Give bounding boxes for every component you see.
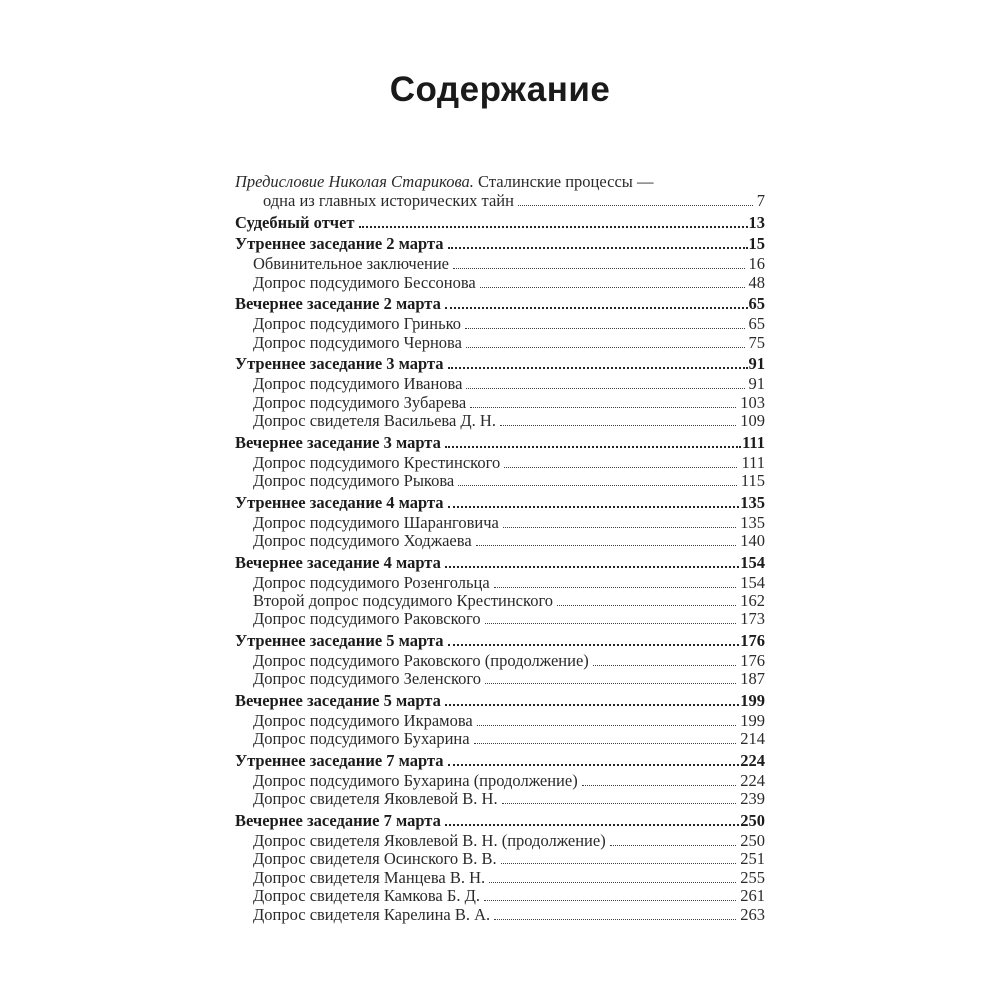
toc-entry [235, 906, 765, 924]
dot-leader [557, 605, 736, 606]
toc-entry [235, 790, 765, 808]
dot-leader [474, 743, 737, 744]
toc-entry-label: Вечернее заседание 2 марта [235, 294, 441, 314]
toc-entry [235, 670, 765, 688]
toc-entry [235, 752, 765, 770]
dot-leader [465, 328, 744, 329]
dot-leader [503, 527, 736, 528]
toc-entry [235, 730, 765, 748]
toc-entry [235, 472, 765, 490]
page-number: 7 [756, 191, 765, 210]
dot-leader [466, 388, 744, 389]
dot-leader [501, 863, 737, 864]
dot-leader [466, 347, 745, 348]
dot-leader [470, 407, 736, 408]
toc-entry [235, 832, 765, 850]
dot-leader [494, 919, 736, 920]
dot-leader [504, 467, 737, 468]
page-number: 16 [748, 254, 765, 274]
dot-leader [485, 683, 736, 684]
toc-entry [235, 412, 765, 430]
toc-entry-preface-line2 [235, 192, 765, 210]
toc-entry [235, 375, 765, 393]
toc-entry [235, 532, 765, 550]
toc-entry-label: Допрос свидетеля Яковлевой В. Н. (продолжение) [253, 831, 606, 850]
page-title: Содержание [389, 70, 611, 109]
toc-entry [235, 692, 765, 710]
page-number: 251 [740, 849, 765, 869]
dot-leader [502, 803, 737, 804]
toc-entry [235, 772, 765, 790]
page-number: 15 [748, 234, 765, 254]
toc-entry [235, 255, 765, 273]
toc-entry [235, 494, 765, 512]
page-number: 111 [742, 432, 765, 452]
dot-leader [500, 425, 736, 426]
toc-entry-label: Вечернее заседание 5 марта [235, 691, 441, 710]
dot-leader [476, 545, 737, 546]
toc-entry-label: Допрос свидетеля Карелина В. А. [253, 904, 491, 924]
toc-entry [235, 554, 765, 572]
toc-entry [235, 610, 765, 628]
toc-entry [235, 592, 765, 610]
page-number: 75 [748, 332, 765, 352]
toc-entry-label: Вечернее заседание 3 марта [235, 432, 441, 452]
dot-leader [485, 623, 737, 624]
toc-entry-label: Судебный отчет [235, 212, 355, 232]
page-number: 65 [748, 314, 765, 334]
toc-entry-label: Допрос подсудимого Шаранговича [253, 512, 499, 532]
toc-entry-label: Допрос подсудимого Крестинского [253, 452, 501, 472]
toc-entry-label: Допрос подсудимого Иванова [253, 374, 463, 394]
toc-entry-label: Допрос подсудимого Ходжаева [253, 531, 472, 550]
dot-leader [484, 900, 736, 901]
page-number: 263 [740, 904, 765, 924]
toc-entry-label: Утреннее заседание 2 марта [235, 234, 444, 254]
toc-entry-label: Допрос свидетеля Яковлевой В. Н. [253, 789, 498, 809]
dot-leader [445, 824, 739, 826]
toc-entry [235, 214, 765, 232]
toc-entry-label: Допрос подсудимого Раковского [253, 609, 481, 629]
page-number: 176 [740, 631, 765, 650]
toc-entry [235, 334, 765, 352]
toc-entry-label: Утреннее заседание 7 марта [235, 751, 444, 770]
toc-list [235, 173, 765, 924]
page-number: 109 [740, 411, 765, 430]
preface-regular-text: Сталинские процессы — [473, 172, 654, 191]
toc-entry-label: Утреннее заседание 4 марта [235, 492, 444, 512]
dot-leader [445, 446, 741, 448]
page-number: 162 [740, 591, 765, 610]
page-number: 115 [740, 471, 765, 490]
toc-entry-preface [235, 173, 765, 191]
toc-entry-label: Второй допрос подсудимого Крестинского [253, 591, 554, 610]
dot-leader [494, 587, 737, 588]
page-number: 255 [740, 867, 765, 887]
toc-entry-label: Допрос подсудимого Бессонова [253, 272, 476, 292]
page-number: 91 [748, 374, 765, 394]
page-number: 187 [740, 669, 765, 689]
toc-entry [235, 235, 765, 253]
page-number: 103 [740, 392, 765, 412]
toc-entry [235, 394, 765, 412]
toc-entry-label: Допрос подсудимого Чернова [253, 332, 462, 352]
toc-entry-label: Допрос подсудимого Розенгольца [253, 572, 490, 592]
dot-leader [448, 506, 740, 508]
toc-entry-label: Утреннее заседание 5 марта [235, 631, 444, 650]
toc-entry [235, 850, 765, 868]
dot-leader [445, 566, 739, 568]
dot-leader [477, 725, 736, 726]
toc-entry [235, 887, 765, 905]
dot-leader [448, 764, 740, 766]
toc-entry-label: Обвинительное заключение [253, 254, 450, 274]
toc-entry [235, 514, 765, 532]
page-number: 261 [740, 886, 765, 906]
toc-entry-label: Допрос подсудимого Рыкова [253, 471, 455, 490]
dot-leader [448, 644, 740, 646]
dot-leader [610, 845, 737, 846]
page-number: 239 [740, 789, 765, 809]
dot-leader [448, 367, 748, 369]
preface-italic-text: Предисловие Николая Старикова. [235, 172, 474, 191]
page-number: 135 [740, 492, 765, 512]
dot-leader [582, 785, 737, 786]
page-number: 48 [748, 272, 765, 292]
toc-entry-label: Вечернее заседание 4 марта [235, 552, 441, 572]
dot-leader [489, 882, 736, 883]
page-number: 176 [740, 651, 765, 670]
toc-entry-label: Допрос подсудимого Бухарина (продолжение) [253, 771, 578, 790]
toc-entry [235, 652, 765, 670]
toc-entry [235, 315, 765, 333]
page-number: 250 [740, 811, 765, 830]
dot-leader [359, 226, 748, 228]
dot-leader [453, 268, 744, 269]
toc-entry [235, 712, 765, 730]
toc-entry-label: Допрос свидетеля Камкова Б. Д. [253, 886, 480, 906]
page-number: 140 [740, 531, 765, 550]
toc-entry [235, 434, 765, 452]
page-number: 224 [740, 751, 765, 770]
page-number: 154 [740, 552, 765, 572]
page-number: 199 [740, 711, 765, 730]
page-number: 13 [748, 212, 765, 232]
toc-entry-label: Допрос подсудимого Зубарева [253, 392, 467, 412]
page-number: 250 [740, 831, 765, 850]
toc-entry-label: Допрос подсудимого Бухарина [253, 729, 470, 749]
toc-entry-label: Допрос свидетеля Васильева Д. Н. [253, 411, 496, 430]
page-number: 135 [740, 512, 765, 532]
toc-entry [235, 295, 765, 313]
page-number: 91 [748, 354, 765, 374]
page-number: 111 [741, 452, 765, 472]
toc-entry [235, 632, 765, 650]
page-number: 154 [740, 572, 765, 592]
page-number: 199 [740, 691, 765, 710]
toc-entry [235, 574, 765, 592]
toc-entry-label: Утреннее заседание 3 марта [235, 354, 444, 374]
dot-leader [445, 307, 748, 309]
toc-entry-label: Допрос подсудимого Раковского (продолжение) [253, 651, 589, 670]
toc-entry-label: Допрос свидетеля Осинского В. В. [253, 849, 497, 869]
page-number: 173 [740, 609, 765, 629]
page-number: 214 [740, 729, 765, 749]
toc-entry-label: одна из главных исторических тайн [263, 191, 514, 210]
toc-entry-label: Вечернее заседание 7 марта [235, 811, 441, 830]
toc-entry [235, 454, 765, 472]
toc-entry [235, 274, 765, 292]
dot-leader [593, 665, 736, 666]
toc-entry [235, 812, 765, 830]
dot-leader [458, 485, 737, 486]
dot-leader [480, 287, 745, 288]
page-number: 224 [740, 771, 765, 790]
page-number: 65 [748, 294, 765, 314]
toc-entry-label: Допрос подсудимого Икрамова [253, 711, 473, 730]
toc-entry-label: Допрос свидетеля Манцева В. Н. [253, 867, 486, 887]
dot-leader [518, 205, 753, 206]
toc-entry [235, 355, 765, 373]
toc-entry-label: Допрос подсудимого Зеленского [253, 669, 481, 689]
toc-entry-label: Допрос подсудимого Гринько [253, 314, 462, 334]
dot-leader [445, 704, 739, 706]
dot-leader [448, 247, 748, 249]
toc-entry [235, 869, 765, 887]
